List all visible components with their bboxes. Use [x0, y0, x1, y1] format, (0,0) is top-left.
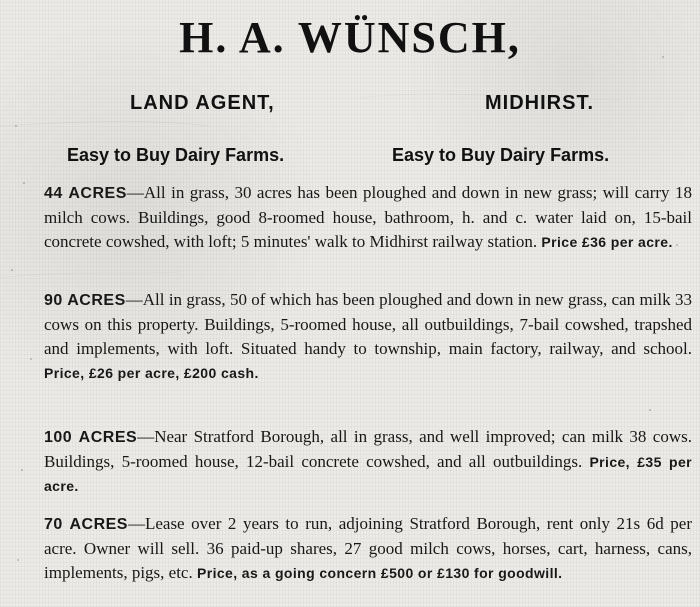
- listing-price: Price £36 per acre.: [541, 234, 673, 250]
- listing-acres: 100 ACRES: [44, 429, 138, 446]
- listing-description: —All in grass, 50 of which has been ploughed and down in new grass, can milk 33 cows on this property. Buildings, 5-roomed house, all outbuildings, 7-bail cowshed, trapshed and implements, with loft. Situated handy to township, main factory, railway, and school.: [44, 290, 693, 358]
- listing-description: —Lease over 2 years to run, adjoining Stratford Borough, rent only 21s 6d per acre. Owner will sell. 36 paid-up shares, 27 good milch cows, horses, cart, harness, cans, implements, pigs, etc.: [44, 514, 692, 582]
- listing-acres: 90 ACRES: [44, 292, 126, 309]
- listing-price: Price, as a going concern £500 or £130 for goodwill.: [196, 565, 563, 581]
- agent-town: MIDHIRST.: [485, 92, 594, 114]
- tagline-left: Easy to Buy Dairy Farms.: [67, 145, 285, 165]
- listing: [44, 512, 692, 585]
- listing-price: Price, £26 per acre, £200 cash.: [44, 365, 259, 381]
- listing-acres: 44 ACRES: [44, 185, 127, 202]
- listing: [44, 288, 692, 385]
- listing: [44, 181, 692, 254]
- listing-description: —All in grass, 30 acres has been ploughed and down in new grass; will carry 18 milch cows. Buildings, good 8-roomed house, bathroom, h. and c. water laid on, 15-bail concrete cowshed, with loft; 5 minutes' walk to Midhirst railway station.: [44, 183, 692, 251]
- listing-description: —Near Stratford Borough, all in grass, and well improved; can milk 38 cows. Buildings, 5-roomed house, 12-bail concrete cowshed, and all outbuildings.: [44, 427, 692, 471]
- listing-price: Price, £35 per acre.: [44, 454, 692, 494]
- listing: [44, 425, 692, 498]
- listing-acres: 70 ACRES: [44, 516, 128, 533]
- tagline-right: Easy to Buy Dairy Farms.: [392, 145, 610, 165]
- agent-role: LAND AGENT,: [130, 92, 275, 114]
- agent-name: H. A. WÜNSCH,: [179, 13, 521, 62]
